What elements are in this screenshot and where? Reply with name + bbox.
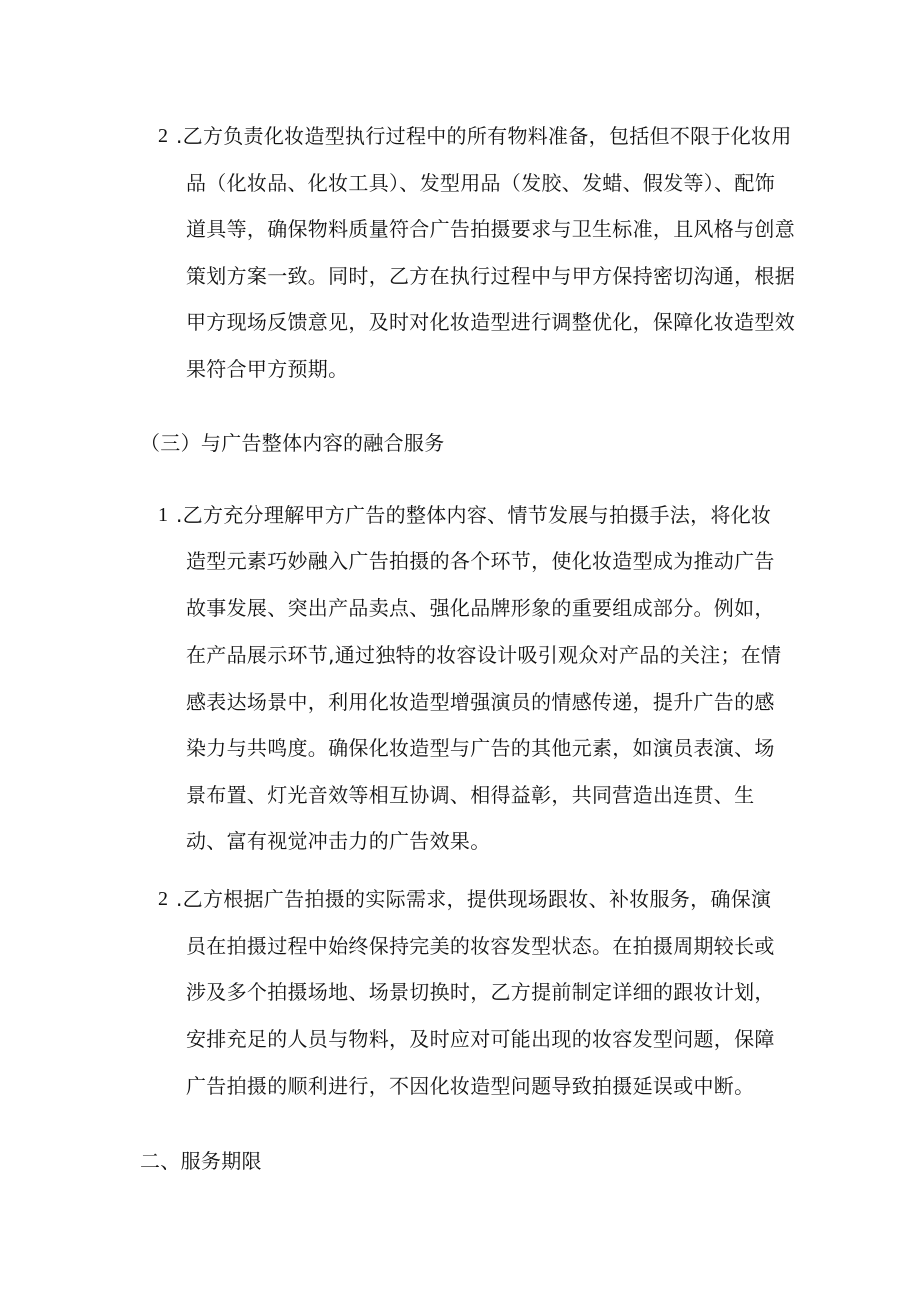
paragraph-line: .乙方充分理解甲方广告的整体内容、情节发展与拍摄手法，将化妆: [176, 503, 772, 527]
paragraph-line: .乙方根据广告拍摄的实际需求，提供现场跟妆、补妆服务，确保演: [176, 887, 772, 911]
paragraph-line: 造型元素巧妙融入广告拍摄的各个环节，使化妆造型成为推动广告: [186, 549, 775, 573]
paragraph-line: 安排充足的人员与物料，及时应对可能出现的妆容发型问题，保障: [186, 1027, 775, 1051]
paragraph-line: 在产品展示环节,通过独特的妆容设计吸引观众对产品的关注；在情: [186, 643, 782, 667]
item-number: 1: [158, 504, 168, 526]
section-heading: （三）与广告整体内容的融合服务: [140, 431, 445, 455]
paragraph-line: 员在拍摄过程中始终保持完美的妆容发型状态。在拍摄周期较长或: [186, 934, 775, 958]
paragraph-line: 广告拍摄的顺利进行，不因化妆造型问题导致拍摄延误或中断。: [186, 1074, 755, 1098]
item-number: 2: [158, 125, 168, 147]
paragraph-line: 动、富有视觉冲击力的广告效果。: [186, 829, 491, 853]
paragraph-line: 策划方案一致。同时，乙方在执行过程中与甲方保持密切沟通，根据: [186, 264, 795, 288]
paragraph-line: 道具等，确保物料质量符合广告拍摄要求与卫生标准，且风格与创意: [186, 217, 795, 241]
paragraph-line: 感表达场景中，利用化妆造型增强演员的情感传递，提升广告的感: [186, 690, 775, 714]
paragraph-line: 景布置、灯光音效等相互协调、相得益彰，共同营造出连贯、生: [186, 783, 755, 807]
paragraph-line: 涉及多个拍摄场地、场景切换时，乙方提前制定详细的跟妆计划，: [186, 980, 775, 1004]
paragraph-line: 品（化妆品、化妆工具）、发型用品（发胶、发蜡、假发等）、配饰: [186, 171, 775, 195]
paragraph-line: 甲方现场反馈意见，及时对化妆造型进行调整优化，保障化妆造型效: [186, 310, 795, 334]
paragraph-line: 故事发展、突出产品卖点、强化品牌形象的重要组成部分。例如，: [186, 596, 775, 620]
item-number: 2: [158, 888, 168, 910]
paragraph-line: .乙方负责化妆造型执行过程中的所有物料准备，包括但不限于化妆用: [176, 124, 792, 148]
paragraph-line: 果符合甲方预期。: [186, 357, 349, 381]
part-heading: 二、服务期限: [140, 1149, 262, 1173]
paragraph-line: 染力与共鸣度。确保化妆造型与广告的其他元素，如演员表演、场: [186, 736, 775, 760]
